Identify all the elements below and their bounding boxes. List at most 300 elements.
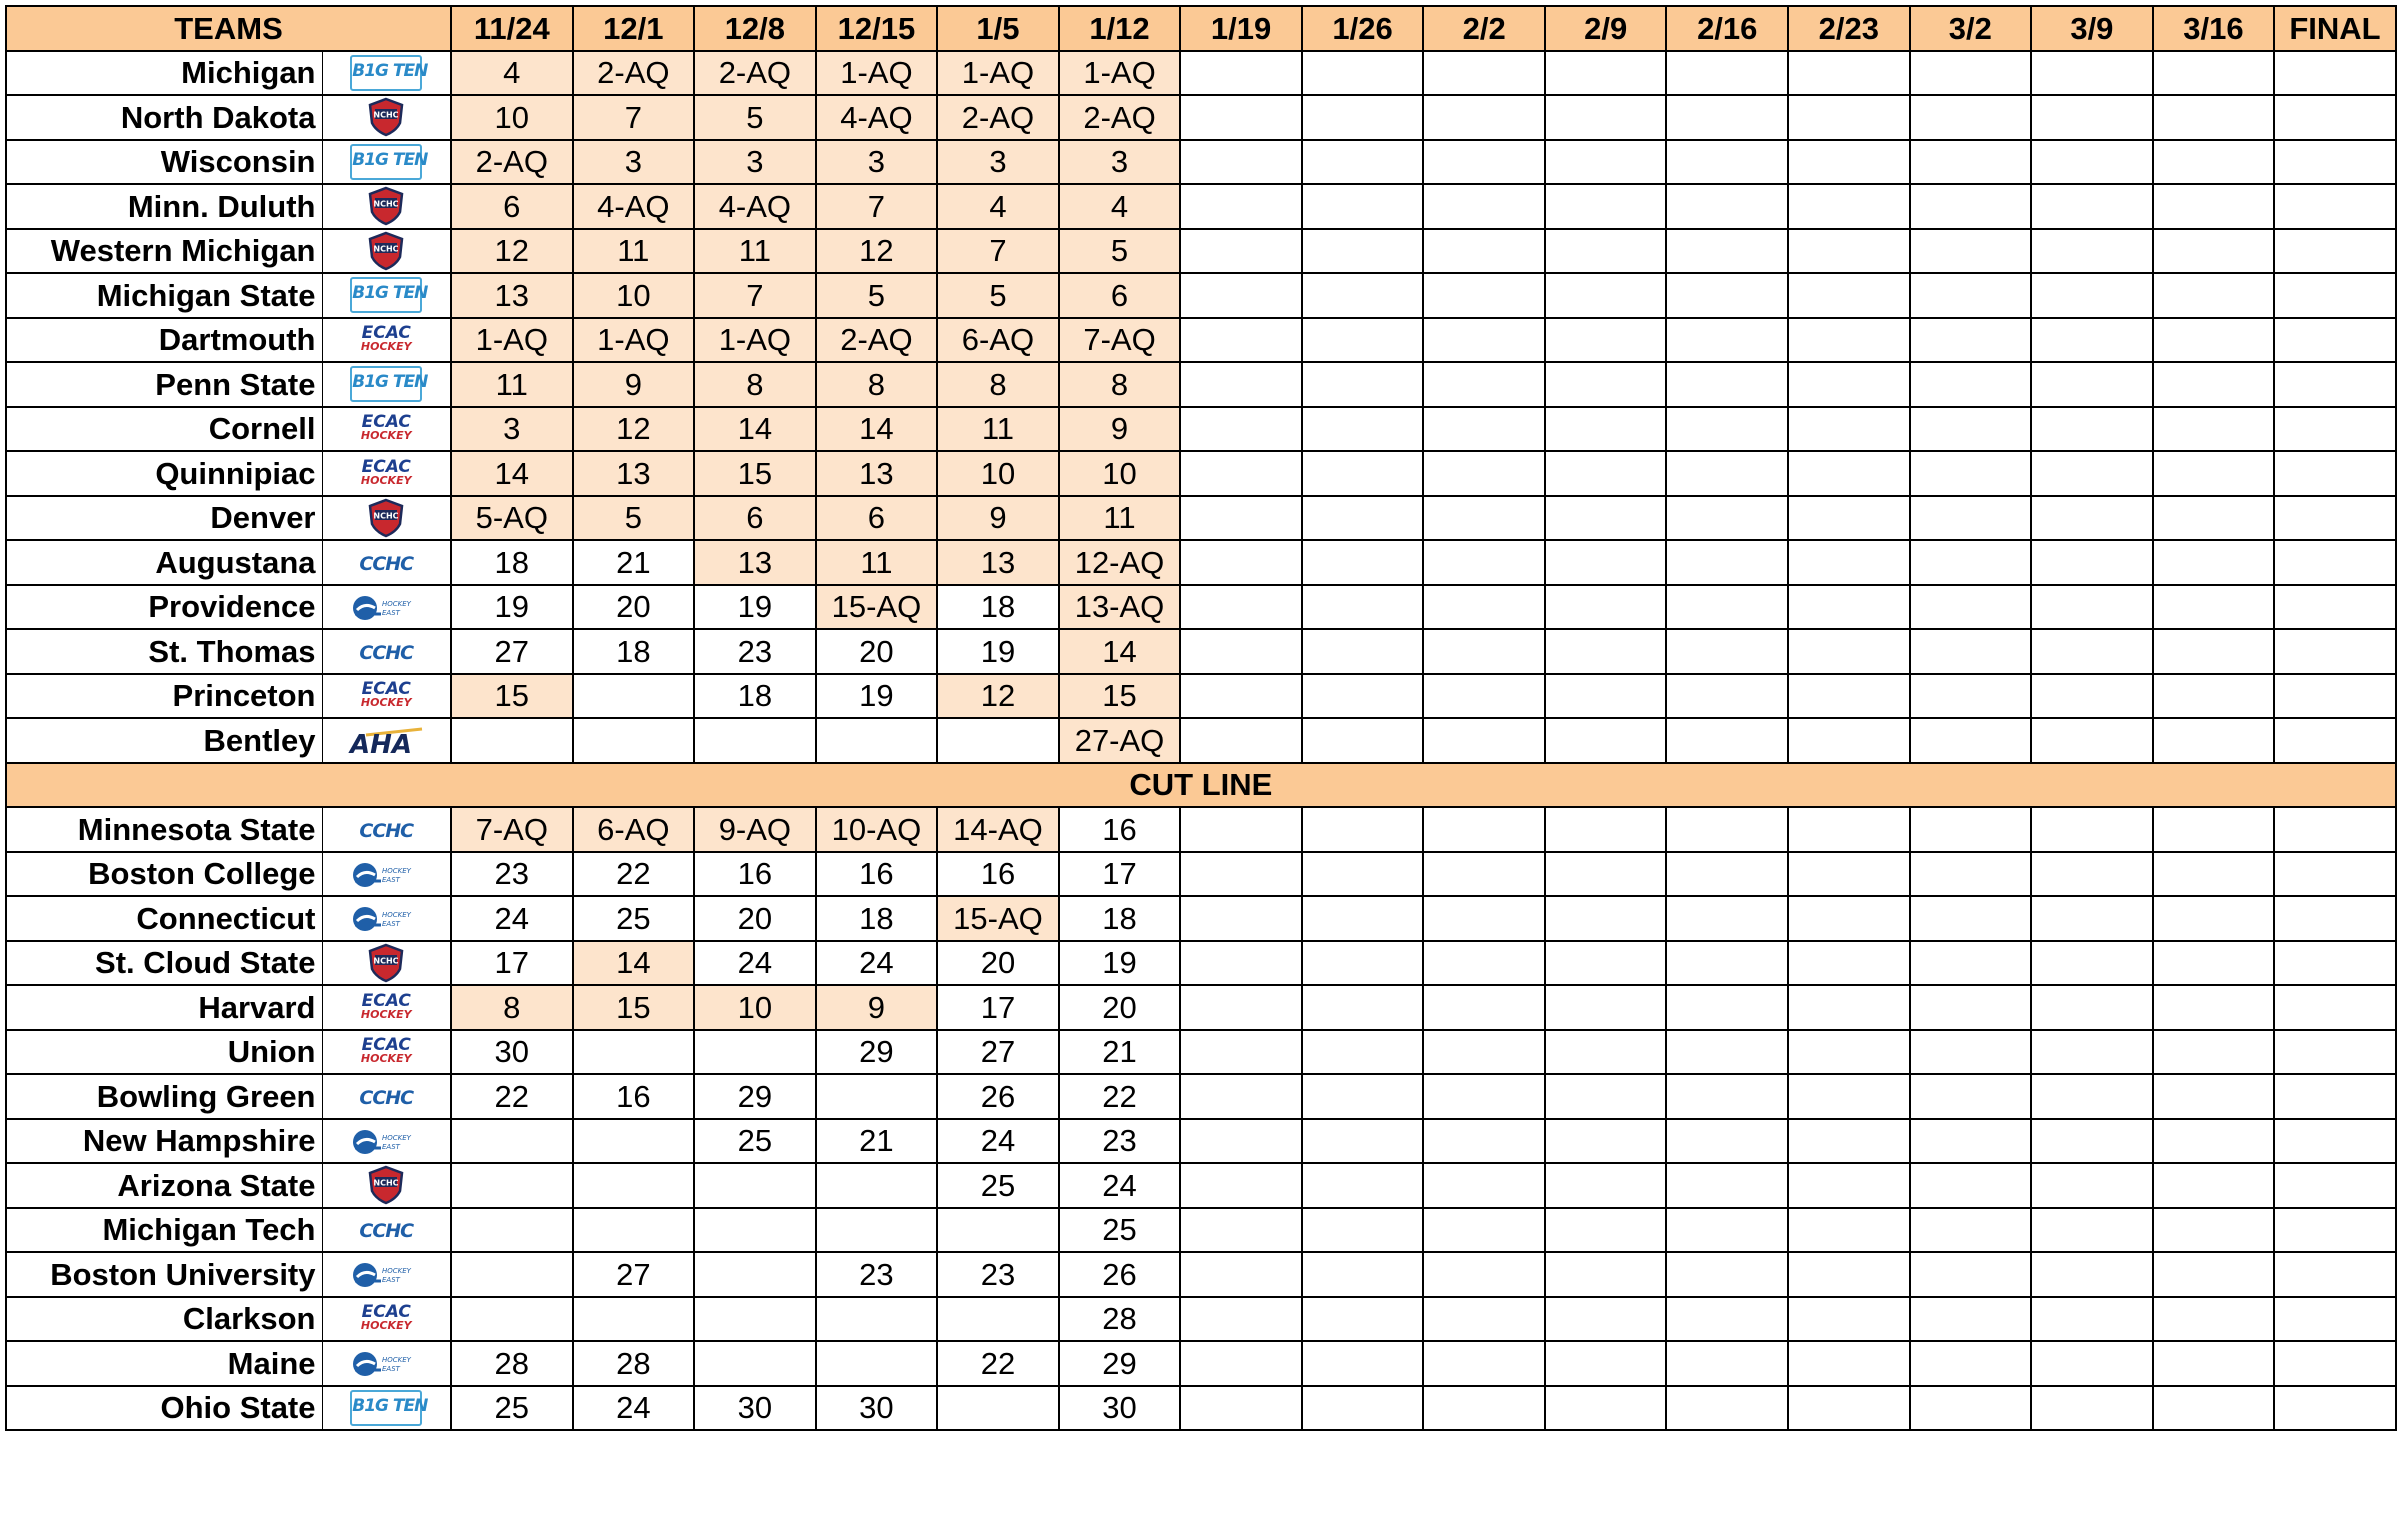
rank-cell — [816, 1163, 938, 1208]
team-name: Minnesota State — [6, 807, 322, 852]
rank-cell — [1788, 1119, 1910, 1164]
rank-cell: 8 — [694, 362, 816, 407]
rank-cell: 6 — [816, 496, 938, 541]
rank-cell — [1180, 184, 1302, 229]
rank-cell — [1910, 585, 2032, 630]
team-row — [6, 585, 2396, 630]
rank-cell: 15 — [573, 985, 695, 1030]
week-header-2-9: 2/9 — [1545, 6, 1667, 51]
rank-cell — [1666, 674, 1788, 719]
rank-cell: 4-AQ — [694, 184, 816, 229]
rank-cell — [1788, 896, 1910, 941]
rank-cell — [2274, 941, 2396, 986]
rank-cell — [1545, 273, 1667, 318]
rank-cell — [2274, 674, 2396, 719]
rank-cell — [1302, 807, 1424, 852]
rank-cell — [1788, 140, 1910, 185]
rank-cell — [937, 1386, 1059, 1431]
svg-text:AHA: AHA — [350, 730, 413, 758]
rank-cell — [1423, 229, 1545, 274]
rank-cell: 13-AQ — [1059, 585, 1181, 630]
team-row — [6, 852, 2396, 897]
rank-cell — [2031, 1341, 2153, 1386]
cchc-logo-icon: CCHC — [359, 1086, 414, 1109]
rank-cell — [694, 1297, 816, 1342]
rank-cell: 2-AQ — [573, 51, 695, 96]
rank-cell — [1423, 496, 1545, 541]
rank-cell — [1180, 941, 1302, 986]
rank-cell — [2274, 140, 2396, 185]
team-name: Quinnipiac — [6, 451, 322, 496]
rank-cell — [1180, 496, 1302, 541]
rank-cell: 27-AQ — [1059, 718, 1181, 763]
conference-logo-cell — [322, 985, 451, 1030]
rank-cell — [2274, 362, 2396, 407]
conference-logo-cell — [322, 1297, 451, 1342]
week-header-2-2: 2/2 — [1423, 6, 1545, 51]
rank-cell — [1666, 629, 1788, 674]
rank-cell — [1302, 540, 1424, 585]
rank-cell — [1666, 1386, 1788, 1431]
rank-cell: 20 — [694, 896, 816, 941]
rankings-table — [5, 5, 2397, 1431]
bigten-logo-icon: B1G TEN — [350, 277, 422, 313]
team-row — [6, 273, 2396, 318]
rank-cell — [1666, 140, 1788, 185]
team-name: St. Thomas — [6, 629, 322, 674]
rank-cell — [1910, 95, 2032, 140]
rank-cell — [2031, 229, 2153, 274]
rank-cell — [1423, 184, 1545, 229]
conference-logo-cell — [322, 1252, 451, 1297]
rank-cell — [2031, 718, 2153, 763]
rank-cell: 18 — [816, 896, 938, 941]
rank-cell — [2153, 184, 2275, 229]
rank-cell — [1788, 941, 1910, 986]
rank-cell — [1423, 674, 1545, 719]
rank-cell — [1545, 985, 1667, 1030]
rank-cell — [1545, 1119, 1667, 1164]
rank-cell: 8 — [816, 362, 938, 407]
rank-cell — [451, 1208, 573, 1253]
rank-cell — [2153, 1163, 2275, 1208]
rank-cell — [1788, 1163, 1910, 1208]
rank-cell — [1180, 1252, 1302, 1297]
rank-cell — [2031, 1208, 2153, 1253]
rank-cell — [1302, 1386, 1424, 1431]
rank-cell — [2153, 1297, 2275, 1342]
rank-cell — [1302, 896, 1424, 941]
svg-text:HOCKEY: HOCKEY — [382, 1267, 412, 1276]
rank-cell — [2153, 95, 2275, 140]
rank-cell — [1666, 51, 1788, 96]
rank-cell — [1423, 718, 1545, 763]
rank-cell — [1545, 1386, 1667, 1431]
rank-cell — [2274, 1163, 2396, 1208]
rank-cell — [1423, 585, 1545, 630]
rank-cell: 12 — [937, 674, 1059, 719]
rank-cell: 3 — [937, 140, 1059, 185]
rank-cell: 1-AQ — [694, 318, 816, 363]
rank-cell: 10-AQ — [816, 807, 938, 852]
rank-cell — [1666, 362, 1788, 407]
rank-cell — [1180, 273, 1302, 318]
rank-cell: 7-AQ — [1059, 318, 1181, 363]
week-header-2-16: 2/16 — [1666, 6, 1788, 51]
rank-cell: 6 — [694, 496, 816, 541]
ecac-logo-icon: ECAC HOCKEY — [360, 456, 412, 487]
rank-cell — [1788, 1208, 1910, 1253]
rank-cell — [1788, 362, 1910, 407]
rank-cell: 16 — [1059, 807, 1181, 852]
rank-cell: 6-AQ — [573, 807, 695, 852]
week-header-3-9: 3/9 — [2031, 6, 2153, 51]
rank-cell: 25 — [694, 1119, 816, 1164]
rank-cell — [2274, 896, 2396, 941]
rank-cell — [2153, 718, 2275, 763]
rank-cell: 29 — [1059, 1341, 1181, 1386]
rank-cell — [1423, 51, 1545, 96]
rank-cell — [1180, 896, 1302, 941]
week-header-3-2: 3/2 — [1910, 6, 2032, 51]
rank-cell: 3 — [451, 407, 573, 452]
rank-cell — [2274, 184, 2396, 229]
rank-cell — [1666, 540, 1788, 585]
rank-cell: 21 — [573, 540, 695, 585]
team-name: Bowling Green — [6, 1074, 322, 1119]
conference-logo-cell — [322, 674, 451, 719]
team-name: Bentley — [6, 718, 322, 763]
rank-cell — [1180, 1208, 1302, 1253]
rank-cell: 2-AQ — [937, 95, 1059, 140]
rank-cell — [1545, 1074, 1667, 1119]
rank-cell: 8 — [451, 985, 573, 1030]
team-row — [6, 1297, 2396, 1342]
rank-cell: 2-AQ — [451, 140, 573, 185]
rank-cell — [1302, 585, 1424, 630]
rank-cell — [1423, 362, 1545, 407]
rank-cell — [2274, 852, 2396, 897]
team-name: Harvard — [6, 985, 322, 1030]
hockey-east-logo-icon — [351, 859, 421, 891]
rank-cell: 5 — [1059, 229, 1181, 274]
team-row — [6, 140, 2396, 185]
rank-cell — [2153, 985, 2275, 1030]
rank-cell: 5 — [816, 273, 938, 318]
rank-cell — [1545, 407, 1667, 452]
rank-cell: 27 — [937, 1030, 1059, 1075]
rank-cell — [1788, 674, 1910, 719]
svg-text:NCHC: NCHC — [373, 199, 399, 209]
rank-cell: 16 — [937, 852, 1059, 897]
conference-logo-cell — [322, 1119, 451, 1164]
rank-cell — [1910, 896, 2032, 941]
week-header-1-26: 1/26 — [1302, 6, 1424, 51]
conference-logo-cell — [322, 184, 451, 229]
rank-cell — [2031, 273, 2153, 318]
conference-logo-cell — [322, 540, 451, 585]
rank-cell: 20 — [816, 629, 938, 674]
rank-cell: 5 — [694, 95, 816, 140]
rank-cell — [1180, 1341, 1302, 1386]
rank-cell: 1-AQ — [937, 51, 1059, 96]
rank-cell — [2274, 451, 2396, 496]
rank-cell — [1423, 1252, 1545, 1297]
svg-text:EAST: EAST — [382, 1142, 401, 1151]
rank-cell: 28 — [1059, 1297, 1181, 1342]
rank-cell: 6-AQ — [937, 318, 1059, 363]
rank-cell — [2153, 1341, 2275, 1386]
rank-cell — [1545, 1030, 1667, 1075]
rank-cell — [1910, 1208, 2032, 1253]
rank-cell — [1788, 1297, 1910, 1342]
rank-cell: 24 — [451, 896, 573, 941]
rank-cell: 11 — [694, 229, 816, 274]
conference-logo-cell — [322, 1074, 451, 1119]
team-row — [6, 51, 2396, 96]
rank-cell: 25 — [937, 1163, 1059, 1208]
rank-cell — [1788, 718, 1910, 763]
svg-text:NCHC: NCHC — [373, 1178, 399, 1188]
rank-cell — [1423, 896, 1545, 941]
rank-cell — [573, 1119, 695, 1164]
rank-cell — [1423, 1208, 1545, 1253]
rank-cell: 21 — [1059, 1030, 1181, 1075]
rank-cell — [1910, 140, 2032, 185]
team-row — [6, 1386, 2396, 1431]
team-row — [6, 896, 2396, 941]
hockey-east-logo-icon — [351, 592, 421, 624]
rank-cell: 19 — [694, 585, 816, 630]
rank-cell: 16 — [573, 1074, 695, 1119]
rank-cell — [2274, 229, 2396, 274]
rank-cell — [1910, 1163, 2032, 1208]
rank-cell — [1302, 674, 1424, 719]
rank-cell: 1-AQ — [573, 318, 695, 363]
team-name: Arizona State — [6, 1163, 322, 1208]
team-name: Boston College — [6, 852, 322, 897]
rank-cell — [1302, 229, 1424, 274]
week-header-1-19: 1/19 — [1180, 6, 1302, 51]
rank-cell — [1788, 95, 1910, 140]
rank-cell: 28 — [573, 1341, 695, 1386]
rank-cell — [1666, 1208, 1788, 1253]
rank-cell: 24 — [573, 1386, 695, 1431]
rank-cell — [1302, 852, 1424, 897]
rank-cell — [1545, 674, 1667, 719]
svg-text:HOCKEY: HOCKEY — [382, 1133, 412, 1142]
rank-cell — [2153, 1252, 2275, 1297]
rank-cell: 8 — [937, 362, 1059, 407]
rank-cell — [1788, 985, 1910, 1030]
rank-cell: 1-AQ — [1059, 51, 1181, 96]
cchc-logo-icon: CCHC — [359, 552, 414, 575]
rank-cell — [816, 1341, 938, 1386]
rank-cell: 12 — [573, 407, 695, 452]
rank-cell — [2153, 1074, 2275, 1119]
rank-cell — [1302, 1074, 1424, 1119]
rank-cell — [1423, 1030, 1545, 1075]
rank-cell — [1180, 540, 1302, 585]
hockey-east-logo-icon — [351, 903, 421, 935]
rank-cell: 10 — [937, 451, 1059, 496]
nchc-logo-icon — [366, 498, 406, 538]
rank-cell — [1666, 1252, 1788, 1297]
rank-cell — [573, 1208, 695, 1253]
rank-cell — [2153, 229, 2275, 274]
bigten-logo-icon: B1G TEN — [350, 366, 422, 402]
rank-cell: 1-AQ — [451, 318, 573, 363]
rank-cell: 15 — [1059, 674, 1181, 719]
cchc-logo-icon: CCHC — [359, 641, 414, 664]
rank-cell — [2031, 451, 2153, 496]
nchc-logo-icon — [366, 231, 406, 271]
rank-cell — [1545, 95, 1667, 140]
ecac-logo-icon: ECAC HOCKEY — [360, 990, 412, 1021]
rank-cell — [1180, 51, 1302, 96]
rank-cell: 12-AQ — [1059, 540, 1181, 585]
rank-cell — [1302, 451, 1424, 496]
rank-cell: 22 — [573, 852, 695, 897]
rank-cell — [1302, 273, 1424, 318]
rank-cell: 7-AQ — [451, 807, 573, 852]
team-row — [6, 1030, 2396, 1075]
rank-cell: 23 — [1059, 1119, 1181, 1164]
rank-cell: 6 — [1059, 273, 1181, 318]
rank-cell — [2274, 51, 2396, 96]
rank-cell: 1-AQ — [816, 51, 938, 96]
team-name: New Hampshire — [6, 1119, 322, 1164]
rank-cell — [2153, 407, 2275, 452]
team-row — [6, 318, 2396, 363]
ecac-logo-icon: ECAC HOCKEY — [360, 1302, 412, 1333]
team-row — [6, 1208, 2396, 1253]
svg-text:HOCKEY: HOCKEY — [382, 599, 412, 608]
ecac-logo-icon: ECAC HOCKEY — [360, 1035, 412, 1066]
rank-cell — [1180, 1030, 1302, 1075]
rank-cell — [1910, 362, 2032, 407]
rank-cell: 23 — [694, 629, 816, 674]
rank-cell — [2274, 273, 2396, 318]
rank-cell: 24 — [1059, 1163, 1181, 1208]
rank-cell: 26 — [1059, 1252, 1181, 1297]
team-row — [6, 540, 2396, 585]
rank-cell — [2031, 852, 2153, 897]
rank-cell: 9 — [1059, 407, 1181, 452]
rank-cell — [1545, 585, 1667, 630]
rank-cell: 17 — [451, 941, 573, 986]
rank-cell — [2031, 1163, 2153, 1208]
team-name: Wisconsin — [6, 140, 322, 185]
rank-cell — [1545, 229, 1667, 274]
rank-cell — [1910, 540, 2032, 585]
rank-cell — [1545, 362, 1667, 407]
rank-cell — [1910, 718, 2032, 763]
rank-cell — [1545, 451, 1667, 496]
rank-cell — [1545, 184, 1667, 229]
conference-logo-cell — [322, 1030, 451, 1075]
rank-cell: 20 — [573, 585, 695, 630]
rank-cell — [1180, 1074, 1302, 1119]
rank-cell — [573, 1297, 695, 1342]
week-header-3-16: 3/16 — [2153, 6, 2275, 51]
team-name: Minn. Duluth — [6, 184, 322, 229]
rank-cell — [1545, 1297, 1667, 1342]
week-header-12-1: 12/1 — [573, 6, 695, 51]
rank-cell — [1910, 629, 2032, 674]
rank-cell — [1788, 1341, 1910, 1386]
rank-cell — [1910, 273, 2032, 318]
rank-cell — [573, 674, 695, 719]
rank-cell: 13 — [937, 540, 1059, 585]
svg-text:HOCKEY: HOCKEY — [382, 1356, 412, 1365]
team-row — [6, 451, 2396, 496]
rank-cell: 22 — [937, 1341, 1059, 1386]
rank-cell: 3 — [1059, 140, 1181, 185]
rank-cell: 4-AQ — [816, 95, 938, 140]
bigten-logo-icon: B1G TEN — [350, 55, 422, 91]
rank-cell — [2274, 1341, 2396, 1386]
rank-cell — [1180, 985, 1302, 1030]
rank-cell: 15 — [451, 674, 573, 719]
rank-cell — [451, 1119, 573, 1164]
team-name: Denver — [6, 496, 322, 541]
rank-cell — [2153, 1208, 2275, 1253]
rank-cell — [1910, 1297, 2032, 1342]
rank-cell: 3 — [573, 140, 695, 185]
rank-cell — [1666, 1297, 1788, 1342]
teams-header: TEAMS — [6, 6, 451, 51]
rank-cell: 7 — [694, 273, 816, 318]
team-row — [6, 718, 2396, 763]
rank-cell: 30 — [694, 1386, 816, 1431]
team-row — [6, 1163, 2396, 1208]
rank-cell — [451, 1297, 573, 1342]
rank-cell — [1180, 95, 1302, 140]
rank-cell — [2031, 1297, 2153, 1342]
rank-cell — [1302, 51, 1424, 96]
team-name: Maine — [6, 1341, 322, 1386]
team-name: Western Michigan — [6, 229, 322, 274]
rank-cell: 19 — [451, 585, 573, 630]
rank-cell — [1423, 1119, 1545, 1164]
rank-cell: 12 — [816, 229, 938, 274]
rank-cell — [1666, 1163, 1788, 1208]
svg-text:EAST: EAST — [382, 920, 401, 929]
rank-cell — [1666, 184, 1788, 229]
rank-cell: 3 — [816, 140, 938, 185]
team-row — [6, 1119, 2396, 1164]
rank-cell — [1545, 941, 1667, 986]
rank-cell: 18 — [573, 629, 695, 674]
rank-cell — [2274, 1119, 2396, 1164]
rank-cell — [1666, 95, 1788, 140]
svg-text:HOCKEY: HOCKEY — [382, 911, 412, 920]
rank-cell — [1910, 1252, 2032, 1297]
rank-cell — [1180, 807, 1302, 852]
conference-logo-cell — [322, 362, 451, 407]
svg-text:EAST: EAST — [382, 875, 401, 884]
rank-cell — [1180, 318, 1302, 363]
rank-cell — [2031, 807, 2153, 852]
svg-text:NCHC: NCHC — [373, 110, 399, 120]
rank-cell — [1180, 852, 1302, 897]
rank-cell: 9 — [573, 362, 695, 407]
rank-cell: 22 — [1059, 1074, 1181, 1119]
rank-cell — [1666, 585, 1788, 630]
hockey-east-logo-icon — [351, 1348, 421, 1380]
rankings-body — [6, 51, 2396, 1431]
